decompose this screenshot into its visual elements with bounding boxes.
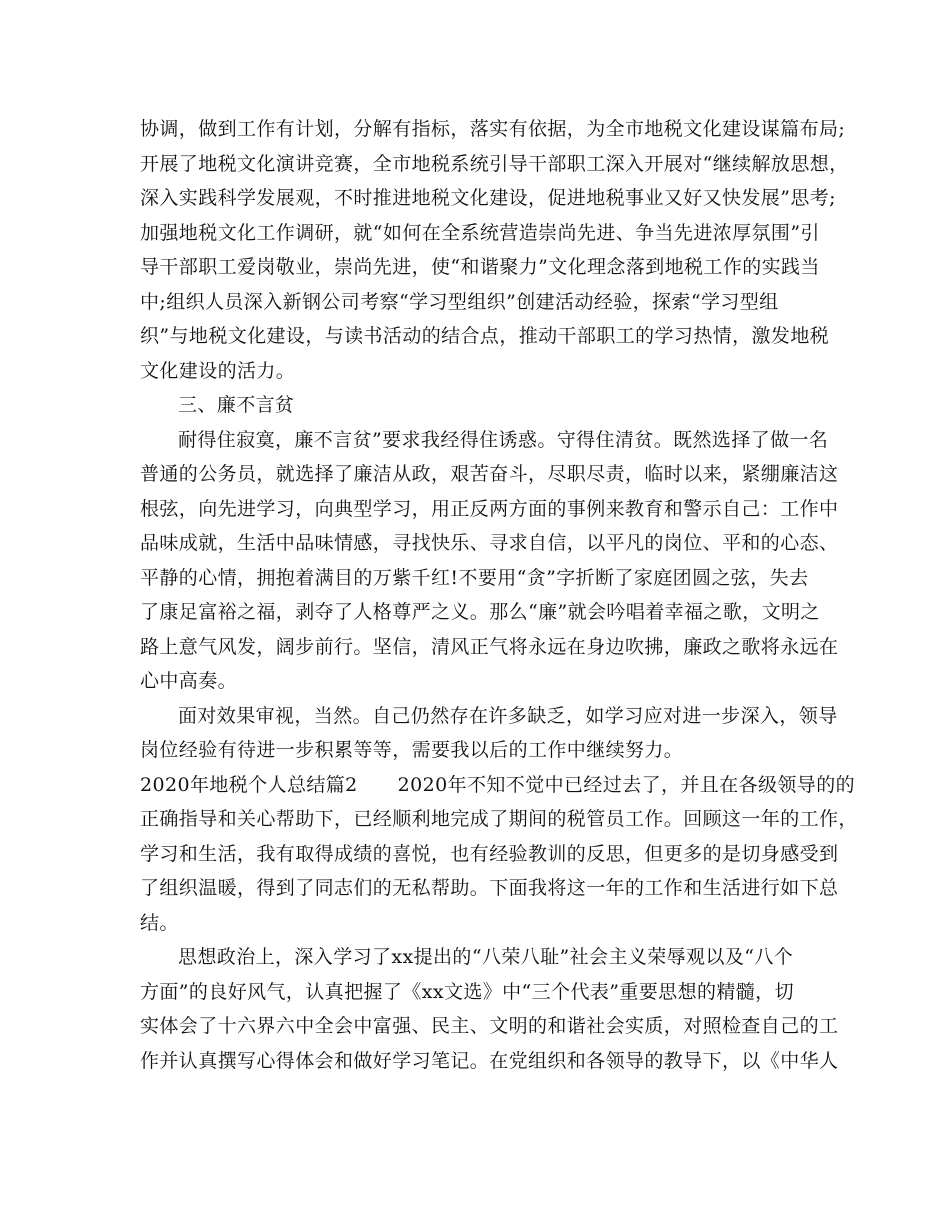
text-line: 深入实践科学发展观，不时推进地税文化建设，促进地税事业又好又快发展”思考;: [140, 187, 836, 209]
text-line: 加强地税文化工作调研，就“如何在全系统营造崇尚先进、争当先进浓厚氛围”引: [140, 221, 820, 244]
text-line: 方面”的良好风气，认真把握了《xx文选》中“三个代表”重要思想的精髓，切: [140, 980, 794, 1003]
text-line: 开展了地税文化演讲竞赛，全市地税系统引导干部职工深入开展对“继续解放思想，: [140, 152, 849, 175]
text-line: 岗位经验有待进一步积累等等，需要我以后的工作中继续努力。: [140, 739, 684, 761]
paragraph-3: [140, 699, 838, 768]
text-line: 心中高奏。: [140, 670, 238, 692]
text-line: 协调，做到工作有计划，分解有指标，落实有依据，为全市地税文化建设谋篇布局;: [140, 118, 846, 140]
document-body: [140, 112, 858, 1078]
text-line: 平静的心情，拥抱着满目的万紫千红!不要用“贪”字折断了家庭团圆之弦，失去: [140, 566, 809, 589]
paragraph-5: [140, 940, 839, 1078]
text-line: 正确指导和关心帮助下，已经顺利地完成了期间的税管员工作。回顾这一年的工作，: [140, 808, 858, 830]
article-2-heading-line: [140, 768, 856, 803]
paragraph-1: [140, 112, 849, 388]
text-line: 文化建设的活力。: [140, 359, 296, 382]
text-line: 织”与地税文化建设，与读书活动的结合点，推动干部职工的学习热情，激发地税: [140, 325, 830, 347]
text-line: 了组织温暖，得到了同志们的无私帮助。下面我将这一年的工作和生活进行如下总: [140, 877, 839, 899]
text-line: 结。: [140, 911, 179, 934]
article-2-first-text: 2020年不知不觉中已经过去了，并且在各级领导的的: [397, 773, 856, 796]
text-line: 实体会了十六界六中全会中富强、民主、文明的和谐社会实质，对照检查自己的工: [140, 1015, 839, 1037]
text-line: 了康足富裕之福，剥夺了人格尊严之义。那么“廉”就会吟唱着幸福之歌，文明之: [140, 601, 820, 623]
text-line: 路上意气风发，阔步前行。坚信，清风正气将永远在身边吹拂，廉政之歌将永远在: [140, 635, 839, 658]
text-line: 品味成就，生活中品味情感，寻找快乐、寻求自信，以平凡的岗位、平和的心态、: [140, 532, 839, 554]
paragraph-2: [140, 423, 839, 699]
paragraph-4: [140, 802, 858, 940]
text-line: 导干部职工爱岗敬业，崇尚先进，使“和谐聚力”文化理念落到地税工作的实践当: [140, 256, 820, 278]
text-line: 中;组织人员深入新钢公司考察“学习型组织”创建活动经验，探索“学习型组: [140, 290, 779, 313]
text-line: 面对效果审视，当然。自己仍然存在许多缺乏，如学习应对进一步深入，领导: [178, 704, 838, 727]
text-line: 普通的公务员，就选择了廉洁从政，艰苦奋斗，尽职尽责，临时以来，紧绷廉洁这: [140, 463, 839, 485]
text-line: 作并认真撰写心得体会和做好学习笔记。在党组织和各领导的教导下，以《中华人: [140, 1049, 839, 1072]
text-line: 思想政治上，深入学习了xx提出的“八荣八耻”社会主义荣辱观以及“八个: [178, 946, 794, 968]
text-line: 根弦，向先进学习，向典型学习，用正反两方面的事例来教育和警示自己：工作中: [140, 497, 839, 520]
text-line: 耐得住寂寞，廉不言贫”要求我经得住诱惑。守得住清贫。既然选择了做一名: [178, 428, 829, 451]
text-line: 学习和生活，我有取得成绩的喜悦，也有经验教训的反思，但更多的是切身感受到: [140, 842, 839, 865]
article-2-title: 2020年地税个人总结篇2: [140, 773, 358, 796]
section-heading: 三、廉不言贫: [178, 394, 295, 416]
